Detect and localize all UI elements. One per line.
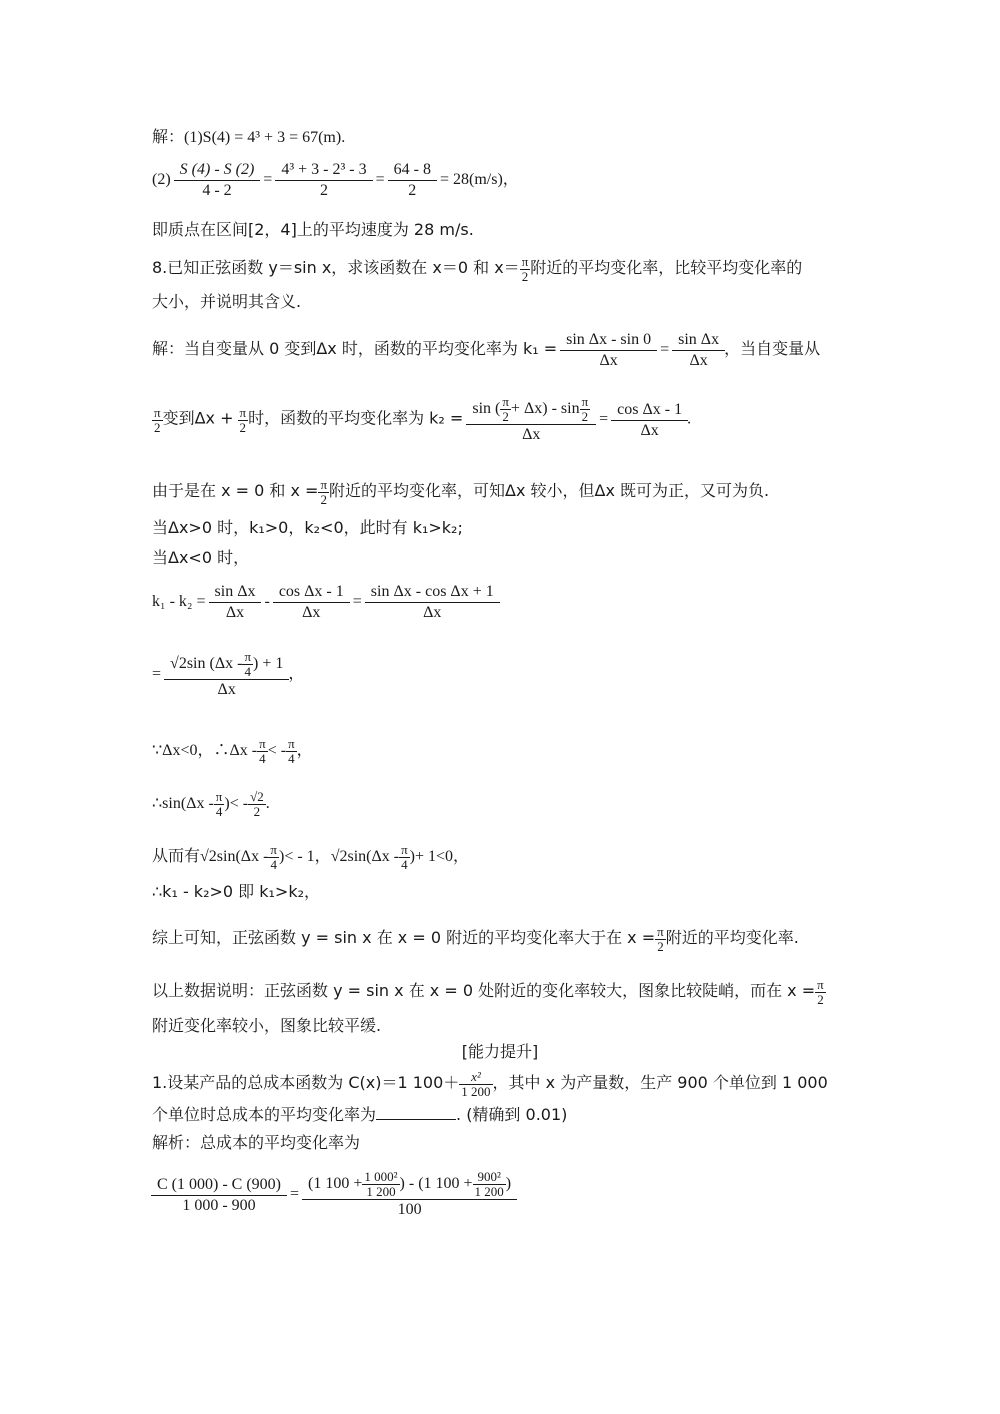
p8-solution-meaning-cont: 附近变化率较小，图象比较平缓. (152, 1016, 382, 1035)
p8-problem-line1: 8.已知正弦函数 y＝sin x，求该函数在 x＝0 和 x＝ $\frac{\pi}{2}$ 附近的平均变化率，比较平均变化率的 (152, 254, 803, 284)
fraction: $\frac{S (4) - S (2)}{4 - 2}$ (177, 160, 258, 201)
q1-line1: 1.设某产品的总成本函数为 C(x)＝1 100＋ $\frac{\text{x²}}{1 200}$ ，其中 x 为产量数，生产 900 个单位到 1 000 (152, 1069, 828, 1099)
p8-solution-step2: $\frac{\pi}{2}$ 变到Δx + $\frac{\pi}{2}$ 时，函数的平均变化率为 k₂ = sin ( $\frac{\pi}{2}$ + Δx) - sin $\frac{\pi}{2}$ Δx = $\frac{\text{cos Δx - 1}}{\Delta x}$ . (154, 394, 692, 443)
p8-solution-step3: 由于是在 x = 0 和 x = $\frac{\pi}{2}$ 附近的平均变化率，可知Δx 较小，但Δx 既可为正，又可为负. (152, 477, 770, 507)
p8-solution-step11: ∴k₁ - k₂>0 即 k₁>k₂， (152, 882, 321, 901)
p7-solution-line1: 解：(1)S(4) = 4³ + 3 = 67(m). (152, 127, 346, 146)
q1-analysis: 解析：总成本的平均变化率为 (152, 1133, 361, 1152)
p8-solution-step6: k₁ - k₂ = $\frac{\text{sin Δx}}{\Delta x}$ - $\frac{\text{cos Δx - 1}}{\Delta x}$ = $\frac{\text{sin Δx - cos Δx + 1}}{\Delta x}$ (152, 582, 499, 623)
p8-solution-conclusion: 综上可知，正弦函数 y = sin x 在 x = 0 附近的平均变化率大于在 x = $\frac{\pi}{2}$ 附近的平均变化率. (152, 924, 799, 954)
p8-solution-step7: = √2sin (Δx - $\frac{\pi}{4}$ ) + 1 Δx ， (152, 649, 305, 698)
q1-line2: 个单位时总成本的平均变化率为 . (精确到 0.01) (152, 1105, 568, 1124)
p8-problem-line2: 大小，并说明其含义. (152, 292, 302, 311)
p8-solution-meaning: 以上数据说明：正弦函数 y = sin x 在 x = 0 处附近的变化率较大，图象比较陡峭，而在 x = $\frac{\pi}{2}$ (152, 977, 824, 1007)
p8-solution-step10: 从而有√2sin(Δx - $\frac{\pi}{4}$ )< - 1，√2sin(Δx - $\frac{\pi}{4}$ )+ 1<0， (152, 842, 470, 872)
p7-solution-line2: (2) $\frac{S (4) - S (2)}{4 - 2}$ = $\frac{\text{4³ + 3 - 2³ - 3}}{2}$ = $\frac{64 - 8}{2}$ = 28(m/s)， (152, 161, 519, 199)
section-title: [能力提升] (461, 1042, 539, 1061)
p8-solution-step5: 当Δx<0 时， (152, 548, 250, 567)
p8-solution-step8: ∵Δx<0，∴Δx - $\frac{\pi}{4}$ < - $\frac{\pi}{4}$ ， (152, 736, 313, 766)
fraction: $\frac{\text{4³ + 3 - 2³ - 3}}{2}$ (278, 160, 369, 201)
fraction: $\frac{64 - 8}{2}$ (391, 160, 434, 201)
p8-solution-step9: ∴sin(Δx - $\frac{\pi}{4}$ )< - $\frac{√2}{2}$ . (152, 789, 270, 819)
solution-label: 解： (152, 127, 185, 146)
p7-solution-line3: 即质点在区间[2，4]上的平均速度为 28 m/s. (152, 220, 474, 239)
p8-solution-step1: 解：当自变量从 0 变到Δx 时，函数的平均变化率为 k₁ = $\frac{\text{sin Δx - sin 0}}{\Delta x}$ = $\frac{\text{sin Δx}}{\Delta x}$ ，当自变量从 (152, 331, 821, 369)
q1-formula: $\frac{C (1 000) - C (900)}{1 000 - 900}$ = (1 100 + $\frac{\text{1 000²}}{1 200}$ ) - (1 100 + $\frac{\text{900²}}{1 200}$ ) 100 (152, 1170, 516, 1220)
answer-blank (376, 1105, 456, 1120)
p8-solution-step4: 当Δx>0 时，k₁>0，k₂<0，此时有 k₁>k₂; (152, 518, 463, 537)
